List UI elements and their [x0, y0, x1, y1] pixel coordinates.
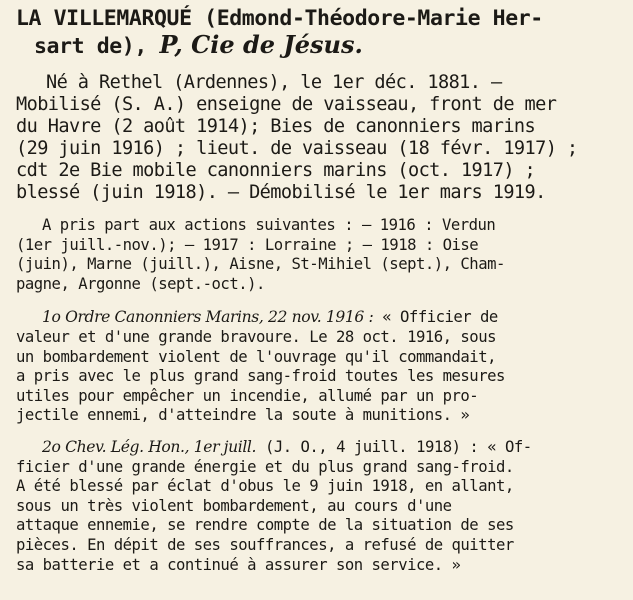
bio-line: Né à Rethel (Ardennes), le 1er déc. 1881. — — [46, 72, 502, 93]
citation-2 — [16, 438, 623, 575]
citation-2-line: pièces. En dépit de ses souffrances, a refusé de quitter — [16, 535, 514, 554]
citation-2-line: ficier d'une grande énergie et du plus grand sang-froid. — [16, 457, 514, 476]
bio-line: Mobilisé (S. A.) enseigne de vaisseau, front de mer — [16, 94, 557, 115]
citation-2-line: sous un très violent bombardement, au cours d'une — [16, 496, 452, 515]
bio-line: cdt 2e Bie mobile canonniers marins (oct. 1917) ; — [16, 160, 536, 181]
citation-1-line: a pris avec le plus grand sang-froid toutes les mesures — [16, 367, 505, 386]
actions-line: A pris part aux actions suivantes : — 1916 : Verdun — [42, 216, 496, 234]
citation-1-line: un bombardement violent de l'ouvrage qu'il commandait, — [16, 347, 496, 366]
heading-affiliation: P, Cie de Jésus. — [159, 30, 363, 59]
citation-2-line: A été blessé par éclat d'obus le 9 juin 1918, en allant, — [16, 477, 514, 496]
actions-line: (juin), Marne (juill.), Aisne, St-Mihiel (sept.), Cham- — [16, 255, 505, 274]
bio-line: (29 juin 1916) ; lieut. de vaisseau (18 févr. 1917) ; — [16, 138, 578, 159]
citation-1-line: jectile ennemi, d'atteindre la soute à munitions. » — [16, 406, 470, 425]
citation-1-label: 1o Ordre Canonniers Marins, 22 nov. 1916 : — [42, 308, 374, 327]
actions-line: (1er juill.-nov.); — 1917 : Lorraine ; — 1918 : Oise — [16, 235, 479, 254]
heading-line-1: LA VILLEMARQUÉ (Edmond-Théodore-Marie Her- — [16, 6, 543, 31]
citation-1-line: utiles pour empêcher un incendie, allumé par un pro- — [16, 386, 479, 405]
actions-line: pagne, Argonne (sept.-oct.). — [16, 274, 265, 293]
citation-1 — [16, 308, 623, 426]
bio-line: du Havre (2 août 1914); Bies de canonniers marins — [16, 116, 536, 137]
heading-line-2 — [16, 32, 623, 60]
bio-line: blessé (juin 1918). — Démobilisé le 1er mars 1919. — [16, 182, 546, 203]
citation-2-label: 2o Chev. Lég. Hon., 1er juill. — [42, 437, 257, 456]
citation-2-first-line — [16, 438, 623, 458]
entry-heading — [16, 6, 623, 60]
citation-1-first-line — [16, 308, 623, 328]
campaign-actions — [16, 216, 623, 294]
citation-2-reference: (J. O., 4 juill. 1918) : « Of- — [256, 437, 532, 456]
citation-1-opening: « Officier de — [373, 308, 498, 327]
citation-2-line: sa batterie et a continué à assurer son service. » — [16, 555, 461, 574]
heading-name-end: sart de), — [34, 34, 160, 59]
citation-1-line: valeur et d'une grande bravoure. Le 28 oct. 1916, sous — [16, 327, 496, 346]
citation-2-line: attaque ennemie, se rendre compte de la situation de ses — [16, 516, 514, 535]
service-record — [16, 72, 623, 204]
